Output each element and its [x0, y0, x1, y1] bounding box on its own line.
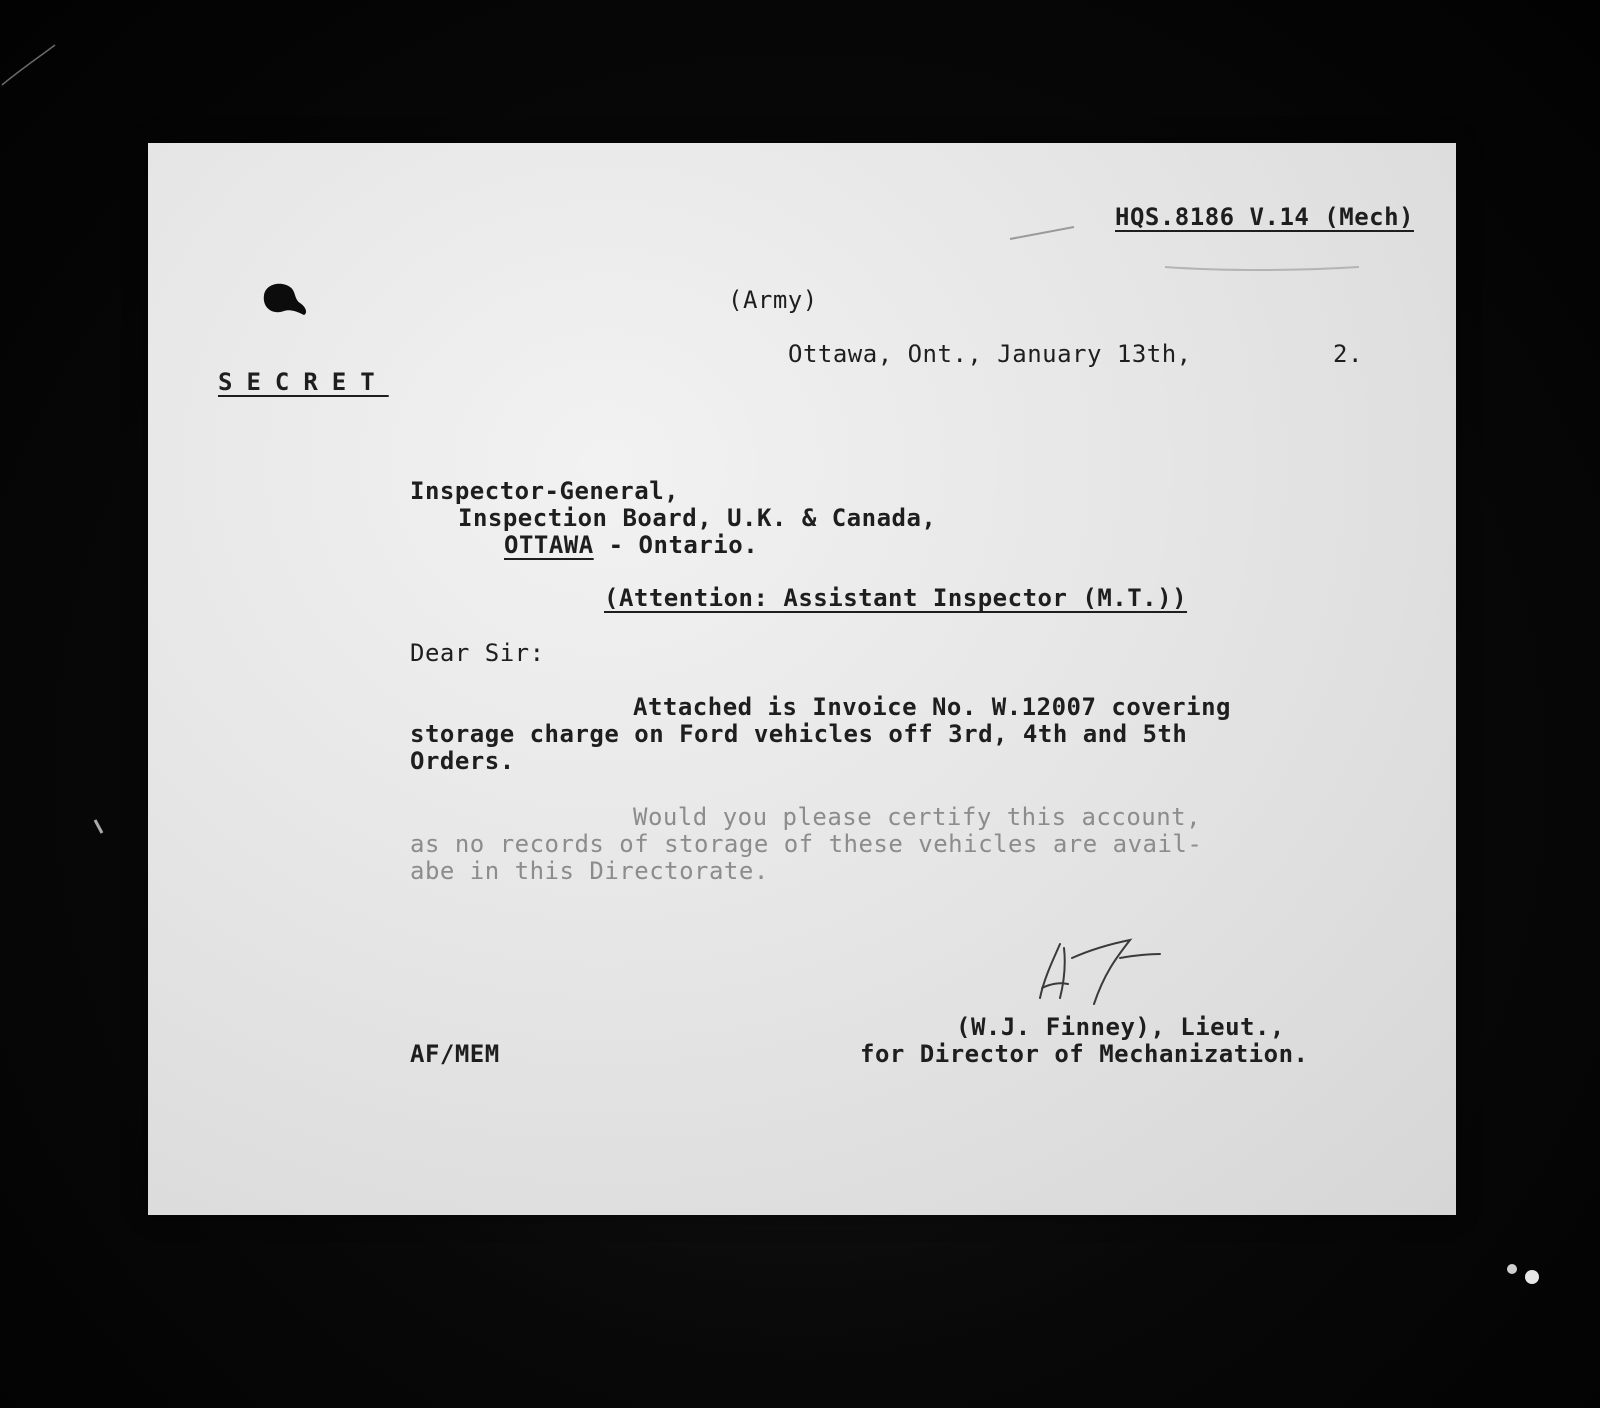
recipient-province: - Ontario.	[593, 531, 759, 559]
paragraph-2-line-3: abe in this Directorate.	[410, 857, 769, 885]
place-date: Ottawa, Ont., January 13th,	[788, 340, 1192, 368]
typist-initials: AF/MEM	[410, 1040, 500, 1068]
paragraph-1-line-2: storage charge on Ford vehicles off 3rd, 4th and 5th	[410, 720, 1188, 748]
signatory-name: (W.J. Finney), Lieut.,	[956, 1013, 1285, 1041]
pencil-stroke	[1008, 223, 1078, 243]
recipient-city: OTTAWA	[504, 531, 594, 559]
ink-blot	[260, 281, 310, 317]
dust-speck-left	[90, 815, 130, 855]
signatory-title: for Director of Mechanization.	[860, 1040, 1309, 1068]
handwritten-signature	[1020, 918, 1170, 1008]
film-scratch	[0, 40, 60, 90]
attention-line: (Attention: Assistant Inspector (M.T.))	[604, 584, 1188, 612]
branch-label: (Army)	[728, 286, 818, 314]
paragraph-1-line-1: Attached is Invoice No. W.12007 covering	[633, 693, 1231, 721]
pencil-stroke-2	[1163, 261, 1363, 275]
page-number: 2.	[1333, 340, 1363, 368]
salutation: Dear Sir:	[410, 639, 545, 667]
recipient-line-1: Inspector-General,	[410, 477, 680, 505]
paragraph-2-line-1: Would you please certify this account,	[633, 803, 1202, 831]
paragraph-2-line-2: as no records of storage of these vehicles are avail-	[410, 830, 1203, 858]
letter-sheet	[148, 143, 1456, 1215]
file-reference: HQS.8186 V.14 (Mech)	[1115, 203, 1414, 231]
dust-speck	[1500, 1255, 1540, 1295]
paragraph-1-line-3: Orders.	[410, 747, 515, 775]
classification-stamp: SECRET	[218, 368, 389, 396]
recipient-line-3	[504, 531, 758, 559]
recipient-line-2: Inspection Board, U.K. & Canada,	[458, 504, 937, 532]
